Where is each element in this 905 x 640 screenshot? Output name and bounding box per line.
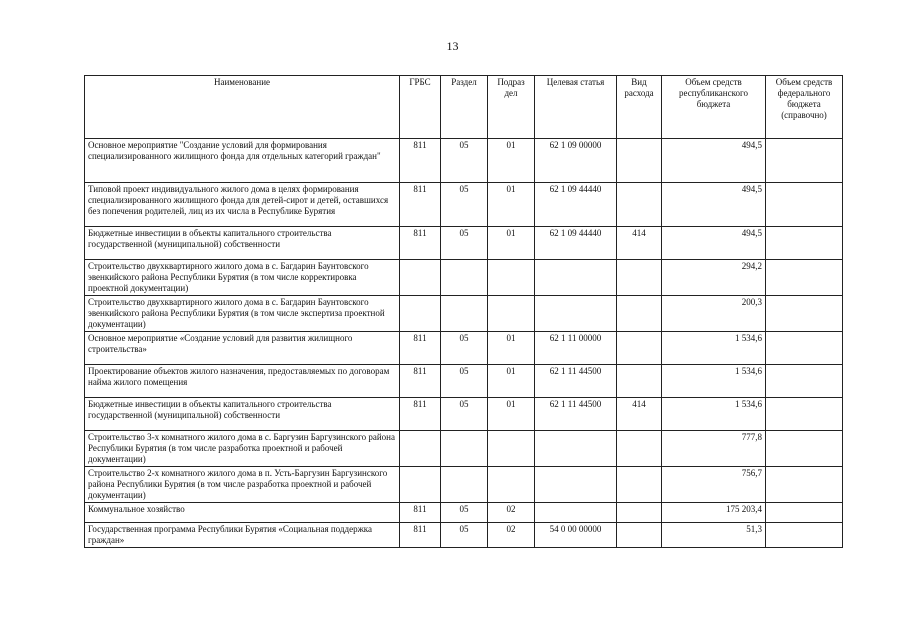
row-expense-type [617, 467, 662, 503]
row-grbs: 811 [400, 139, 441, 183]
row-name: Государственная программа Республики Бурятия «Социальная поддержка граждан» [85, 523, 400, 548]
row-republic-amount: 494,5 [662, 139, 766, 183]
row-grbs: 811 [400, 227, 441, 260]
row-subsection [488, 260, 535, 296]
row-subsection [488, 431, 535, 467]
row-section: 05 [441, 332, 488, 365]
row-republic-amount: 494,5 [662, 183, 766, 227]
row-subsection: 02 [488, 503, 535, 523]
row-federal-amount [766, 467, 843, 503]
row-target-article: 62 1 11 44500 [535, 365, 617, 398]
row-grbs: 811 [400, 332, 441, 365]
row-federal-amount [766, 139, 843, 183]
row-name: Строительство 3-х комнатного жилого дома в с. Баргузин Баргузинского района Республики Бурятия (в том числе разработка проектной и рабочей документации) [85, 431, 400, 467]
table-row [85, 365, 843, 398]
table-row [85, 260, 843, 296]
row-expense-type: 414 [617, 227, 662, 260]
row-name: Коммунальное хозяйство [85, 503, 400, 523]
budget-table [84, 75, 843, 548]
page-number: 13 [446, 39, 459, 53]
header-republic-budget: Объем средств республиканского бюджета [662, 76, 766, 139]
row-expense-type [617, 139, 662, 183]
row-name: Строительство 2-х комнатного жилого дома в п. Усть-Баргузин Баргузинского района Республики Бурятия (в том числе разработка проектной и рабочей документации) [85, 467, 400, 503]
row-federal-amount [766, 431, 843, 467]
header-subsection: Подраз дел [488, 76, 535, 139]
row-name: Строительство двухквартирного жилого дома в с. Багдарин Баунтовского эвенкийского района Республики Бурятия (в том числе корректировка проектной документации) [85, 260, 400, 296]
row-section: 05 [441, 227, 488, 260]
row-section: 05 [441, 139, 488, 183]
row-subsection: 01 [488, 183, 535, 227]
row-section [441, 467, 488, 503]
row-grbs: 811 [400, 183, 441, 227]
row-republic-amount: 756,7 [662, 467, 766, 503]
table-row [85, 183, 843, 227]
row-grbs [400, 467, 441, 503]
header-expense-type: Вид расхода [617, 76, 662, 139]
row-federal-amount [766, 332, 843, 365]
row-section: 05 [441, 398, 488, 431]
row-expense-type [617, 523, 662, 548]
row-expense-type [617, 365, 662, 398]
row-republic-amount: 494,5 [662, 227, 766, 260]
row-section: 05 [441, 503, 488, 523]
row-federal-amount [766, 260, 843, 296]
row-republic-amount: 1 534,6 [662, 398, 766, 431]
row-expense-type [617, 296, 662, 332]
row-federal-amount [766, 227, 843, 260]
row-name: Строительство двухквартирного жилого дома в с. Багдарин Баунтовского эвенкийского района Республики Бурятия (в том числе экспертиза проектной документации) [85, 296, 400, 332]
row-republic-amount: 175 203,4 [662, 503, 766, 523]
row-expense-type [617, 260, 662, 296]
row-target-article [535, 296, 617, 332]
table-row [85, 467, 843, 503]
row-republic-amount: 777,8 [662, 431, 766, 467]
row-federal-amount [766, 523, 843, 548]
row-expense-type [617, 183, 662, 227]
row-federal-amount [766, 503, 843, 523]
row-section [441, 260, 488, 296]
row-subsection: 01 [488, 227, 535, 260]
table-row [85, 523, 843, 548]
table-row [85, 227, 843, 260]
header-federal-budget: Объем средств федерального бюджета (справочно) [766, 76, 843, 139]
row-name: Проектирование объектов жилого назначения, предоставляемых по договорам найма жилого помещения [85, 365, 400, 398]
row-grbs [400, 296, 441, 332]
row-section [441, 431, 488, 467]
row-federal-amount [766, 398, 843, 431]
row-section: 05 [441, 365, 488, 398]
row-section: 05 [441, 523, 488, 548]
row-target-article: 62 1 09 00000 [535, 139, 617, 183]
table-row [85, 139, 843, 183]
row-federal-amount [766, 296, 843, 332]
table-row [85, 431, 843, 467]
row-grbs: 811 [400, 503, 441, 523]
row-target-article [535, 260, 617, 296]
row-subsection: 01 [488, 332, 535, 365]
row-target-article [535, 431, 617, 467]
row-republic-amount: 1 534,6 [662, 332, 766, 365]
row-expense-type [617, 503, 662, 523]
row-subsection [488, 467, 535, 503]
table-row [85, 332, 843, 365]
row-federal-amount [766, 365, 843, 398]
row-subsection: 01 [488, 139, 535, 183]
table-row [85, 296, 843, 332]
row-target-article [535, 503, 617, 523]
header-grbs: ГРБС [400, 76, 441, 139]
header-section: Раздел [441, 76, 488, 139]
row-name: Типовой проект индивидуального жилого дома в целях формирования специализированного жилищного фонда для детей-сирот и детей, оставшихся без попечения родителей, лиц из их числа в Республике Бурятия [85, 183, 400, 227]
row-grbs [400, 431, 441, 467]
row-grbs: 811 [400, 365, 441, 398]
row-republic-amount: 200,3 [662, 296, 766, 332]
row-subsection: 01 [488, 365, 535, 398]
row-target-article: 62 1 09 44440 [535, 183, 617, 227]
row-section: 05 [441, 183, 488, 227]
table-header-row [85, 76, 843, 139]
row-subsection [488, 296, 535, 332]
row-republic-amount: 1 534,6 [662, 365, 766, 398]
row-subsection: 02 [488, 523, 535, 548]
row-section [441, 296, 488, 332]
table-row [85, 503, 843, 523]
row-grbs [400, 260, 441, 296]
row-target-article: 62 1 11 44500 [535, 398, 617, 431]
row-target-article: 54 0 00 00000 [535, 523, 617, 548]
row-name: Основное мероприятие «Создание условий для развития жилищного строительства» [85, 332, 400, 365]
row-expense-type [617, 431, 662, 467]
row-subsection: 01 [488, 398, 535, 431]
row-expense-type: 414 [617, 398, 662, 431]
row-republic-amount: 294,2 [662, 260, 766, 296]
row-name: Бюджетные инвестиции в объекты капитального строительства государственной (муниципальной) собственности [85, 227, 400, 260]
row-expense-type [617, 332, 662, 365]
row-republic-amount: 51,3 [662, 523, 766, 548]
header-target-article: Целевая статья [535, 76, 617, 139]
row-grbs: 811 [400, 398, 441, 431]
row-name: Бюджетные инвестиции в объекты капитального строительства государственной (муниципальной) собственности [85, 398, 400, 431]
row-target-article: 62 1 11 00000 [535, 332, 617, 365]
row-name: Основное мероприятие "Создание условий для формирования специализированного жилищного фонда для отдельных категорий граждан" [85, 139, 400, 183]
header-name: Наименование [85, 76, 400, 139]
row-target-article: 62 1 09 44440 [535, 227, 617, 260]
row-target-article [535, 467, 617, 503]
table-row [85, 398, 843, 431]
row-federal-amount [766, 183, 843, 227]
row-grbs: 811 [400, 523, 441, 548]
